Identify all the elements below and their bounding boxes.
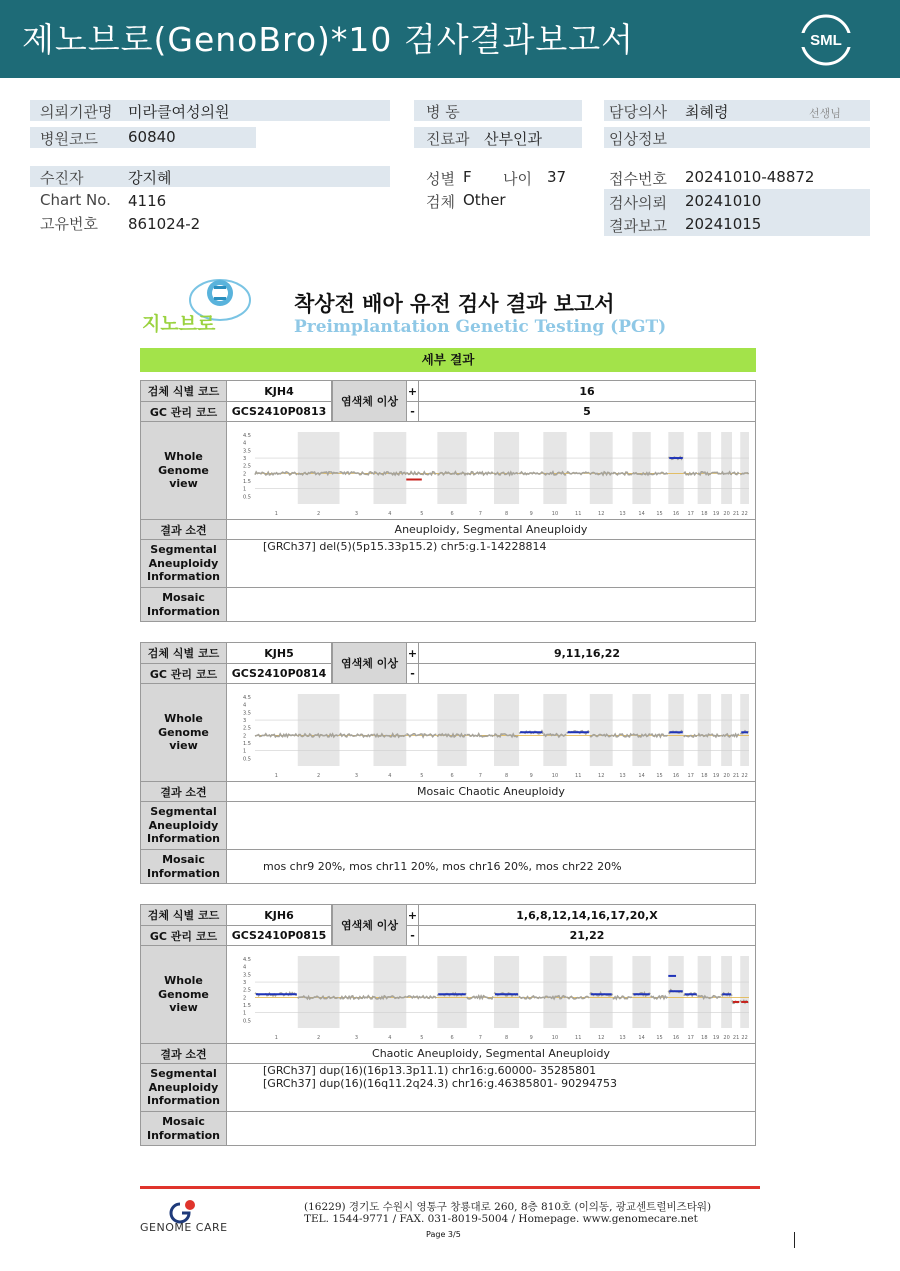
chromosome-band xyxy=(298,956,340,1028)
chromosome-label: 10 xyxy=(551,773,559,779)
segmental-label-line: Aneuploidy xyxy=(148,556,219,570)
chromosome-band xyxy=(721,956,732,1028)
mosaic-label-line: Information xyxy=(147,866,220,880)
table-row xyxy=(141,781,755,801)
loss-chromosomes: 21,22 xyxy=(569,929,605,942)
section-header: 세부 결과 xyxy=(140,348,756,372)
chromosome-label: 5 xyxy=(420,511,424,517)
chromosome-band xyxy=(543,694,566,766)
chromosome-label: 16 xyxy=(672,511,680,517)
chromosome-band xyxy=(740,956,749,1028)
whole-genome-label-line: Genome xyxy=(158,987,209,1001)
genobro-logo-text: 지노브로 xyxy=(142,313,216,335)
table-row xyxy=(141,539,755,587)
table-row xyxy=(141,849,755,883)
y-tick-label: 1 xyxy=(243,1010,247,1017)
chromosome-band xyxy=(494,956,519,1028)
chromosome-label: 22 xyxy=(741,773,748,779)
chromosome-label: 17 xyxy=(687,511,694,517)
request-value: 20241010 xyxy=(685,192,762,210)
copy-number-trace xyxy=(255,472,297,475)
chromosome-label: 6 xyxy=(450,511,454,517)
sex-label: 성별 xyxy=(426,170,455,188)
segmental-label xyxy=(141,540,227,587)
sex-value: F xyxy=(463,168,472,186)
table-row xyxy=(141,925,755,945)
y-tick-label: 1.5 xyxy=(243,741,251,748)
chart-value: 4116 xyxy=(128,192,167,210)
copy-number-trace xyxy=(651,734,668,737)
genobro-logo-icon xyxy=(140,276,252,338)
mosaic-label xyxy=(141,1112,227,1145)
y-tick-label: 0.5 xyxy=(243,494,251,501)
y-tick-label: 4.5 xyxy=(243,695,251,702)
chromosome-label: 3 xyxy=(354,773,359,779)
report-title: 착상전 배아 유전 검사 결과 보고서 xyxy=(294,292,615,316)
copy-number-trace xyxy=(711,996,721,998)
header-bar xyxy=(0,0,900,78)
y-tick-label: 4 xyxy=(243,702,247,709)
table-row xyxy=(141,381,755,401)
chromosome-label: 1 xyxy=(274,773,278,779)
band xyxy=(30,166,390,187)
mosaic-value xyxy=(227,1112,755,1145)
chromosome-label: 13 xyxy=(619,511,626,517)
y-tick-label: 3 xyxy=(243,456,247,463)
chromosome-label: 4 xyxy=(388,511,392,517)
chromosome-band xyxy=(740,694,749,766)
y-tick-label: 4.5 xyxy=(243,957,251,964)
y-tick-label: 4 xyxy=(243,440,247,447)
plus-sign: + xyxy=(407,905,419,925)
chromosome-label: 14 xyxy=(638,511,645,517)
whole-genome-label-line: Genome xyxy=(158,725,209,739)
gc-code-label: GC 관리 코드 xyxy=(141,402,227,421)
chromosome-label: 16 xyxy=(672,773,680,779)
chromosome-band xyxy=(721,432,732,504)
chromosome-band xyxy=(698,694,711,766)
y-tick-label: 3 xyxy=(243,980,247,987)
sample-table xyxy=(140,904,756,1146)
chromosome-band xyxy=(590,432,613,504)
chromosome-label: 15 xyxy=(656,511,663,517)
chromosome-band xyxy=(494,432,519,504)
sample-id-value: KJH4 xyxy=(227,381,332,401)
chromosome-band xyxy=(632,694,650,766)
chromosome-band xyxy=(543,432,566,504)
segmental-label-line: Segmental xyxy=(150,543,217,557)
report-value: 20241015 xyxy=(685,215,762,233)
institution-value: 미라클여성의원 xyxy=(128,103,230,121)
genome-plot xyxy=(241,948,753,1042)
y-tick-label: 1.5 xyxy=(243,1003,251,1010)
chromosome-label: 17 xyxy=(687,773,694,779)
segmental-label-line: Segmental xyxy=(150,1067,217,1081)
whole-genome-label-line: Whole xyxy=(164,450,203,464)
y-tick-label: 0.5 xyxy=(243,756,251,763)
y-tick-label: 4.5 xyxy=(243,433,251,440)
mosaic-label-line: Mosaic xyxy=(162,591,205,604)
chromosome-label: 9 xyxy=(529,773,533,779)
chromosome-band xyxy=(437,956,466,1028)
result-value: Chaotic Aneuploidy, Segmental Aneuploidy xyxy=(372,1047,610,1060)
chromosome-label: 19 xyxy=(712,1035,720,1041)
y-tick-label: 2 xyxy=(243,733,247,740)
gc-code-label: GC 관리 코드 xyxy=(141,664,227,683)
hospital-code-label: 병원코드 xyxy=(40,130,98,148)
doctor-value: 최혜령 xyxy=(685,103,729,121)
footer-address: (16229) 경기도 수원시 영통구 창룡대로 260, 8층 810호 (이의동, 광교센트럴비즈타워) xyxy=(304,1201,712,1213)
table-row xyxy=(141,1043,755,1063)
minus-sign: - xyxy=(407,926,419,945)
chromosome-label: 9 xyxy=(529,1035,533,1041)
chromosome-label: 22 xyxy=(741,511,748,517)
age-label: 나이 xyxy=(503,170,532,188)
chromosome-label: 7 xyxy=(478,1035,482,1041)
chromosome-label: 10 xyxy=(551,1035,559,1041)
copy-number-trace xyxy=(711,734,721,737)
chromosome-band xyxy=(437,432,466,504)
request-label: 검사의뢰 xyxy=(609,194,667,212)
chromosome-label: 21 xyxy=(732,511,740,517)
copy-number-trace xyxy=(340,734,374,737)
y-tick-label: 2 xyxy=(243,995,247,1002)
chromosome-label: 22 xyxy=(741,1035,748,1041)
segmental-label-line: Information xyxy=(147,832,220,846)
sample-table xyxy=(140,380,756,622)
segmental-value xyxy=(227,1064,755,1111)
chromosome-label: 21 xyxy=(732,1035,740,1041)
chrom-abnormality-label: 염색체 이상 xyxy=(332,643,407,683)
chromosome-label: 14 xyxy=(638,1035,645,1041)
chromosome-band xyxy=(590,956,613,1028)
y-tick-label: 1 xyxy=(243,748,247,755)
segmental-line: [GRCh37] del(5)(5p15.33p15.2) chr5:g.1-14228814 xyxy=(263,540,547,553)
chromosome-label: 1 xyxy=(274,511,278,517)
chromosome-band xyxy=(494,694,519,766)
chromosome-label: 8 xyxy=(504,1035,509,1041)
segmental-label-line: Information xyxy=(147,570,220,584)
chromosome-label: 3 xyxy=(354,511,359,517)
page-title: 제노브로(GenoBro)*10 검사결과보고서 xyxy=(22,20,635,59)
chromosome-label: 5 xyxy=(420,1035,424,1041)
copy-number-trace xyxy=(467,472,493,475)
chromosome-band xyxy=(698,432,711,504)
chromosome-label: 11 xyxy=(575,773,582,779)
chromosome-label: 1 xyxy=(274,1035,278,1041)
chromosome-label: 14 xyxy=(638,773,645,779)
chromosome-band xyxy=(740,432,749,504)
plus-sign: + xyxy=(407,643,419,663)
loss-chromosomes: 5 xyxy=(583,405,591,418)
copy-number-trace xyxy=(567,996,590,999)
table-row xyxy=(141,801,755,849)
result-value: Aneuploidy, Segmental Aneuploidy xyxy=(394,523,588,536)
chromosome-band xyxy=(632,956,650,1028)
y-tick-label: 2 xyxy=(243,471,247,478)
y-tick-label: 2.5 xyxy=(243,987,251,994)
segmental-label xyxy=(141,802,227,849)
chromosome-label: 19 xyxy=(712,773,720,779)
chromosome-label: 2 xyxy=(317,511,321,517)
chromosome-label: 4 xyxy=(388,1035,392,1041)
y-tick-label: 1.5 xyxy=(243,479,251,486)
result-label: 결과 소견 xyxy=(141,1044,227,1063)
chromosome-label: 8 xyxy=(504,511,509,517)
copy-number-trace xyxy=(651,996,668,999)
chrom-abnormality-label: 염색체 이상 xyxy=(332,381,407,421)
y-tick-label: 3.5 xyxy=(243,448,251,455)
whole-genome-label-line: Genome xyxy=(158,463,209,477)
copy-number-trace xyxy=(340,996,374,999)
table-row xyxy=(141,587,755,621)
uid-label: 고유번호 xyxy=(40,215,98,233)
table-row xyxy=(141,945,755,1043)
chromosome-label: 6 xyxy=(450,1035,454,1041)
segmental-value xyxy=(227,540,755,587)
chromosome-label: 12 xyxy=(598,1035,605,1041)
whole-genome-label-line: view xyxy=(169,1001,198,1015)
y-tick-label: 0.5 xyxy=(243,1018,251,1025)
chromosome-label: 20 xyxy=(723,511,730,517)
dept-label: 진료과 xyxy=(426,130,470,148)
chromosome-band xyxy=(373,694,406,766)
table-row xyxy=(141,519,755,539)
y-tick-label: 2.5 xyxy=(243,725,251,732)
chromosome-label: 6 xyxy=(450,773,454,779)
segmental-value xyxy=(227,802,755,849)
table-row xyxy=(141,401,755,421)
chrom-abnormality-label: 염색체 이상 xyxy=(332,905,407,945)
copy-number-trace xyxy=(406,996,436,998)
minus-sign: - xyxy=(407,402,419,421)
chromosome-label: 18 xyxy=(701,1035,708,1041)
chromosome-label: 18 xyxy=(701,773,708,779)
chromosome-label: 8 xyxy=(504,773,509,779)
whole-genome-label xyxy=(141,946,227,1043)
table-row xyxy=(141,1111,755,1145)
chromosome-label: 7 xyxy=(478,773,482,779)
chromosome-band xyxy=(373,956,406,1028)
whole-genome-label xyxy=(141,422,227,519)
chromosome-label: 17 xyxy=(687,1035,694,1041)
chromosome-label: 3 xyxy=(354,1035,359,1041)
whole-genome-label-line: Whole xyxy=(164,712,203,726)
chromosome-band xyxy=(437,694,466,766)
chromosome-band xyxy=(298,432,340,504)
chromosome-label: 2 xyxy=(317,1035,321,1041)
chromosome-band xyxy=(373,432,406,504)
chromosome-band xyxy=(632,432,650,504)
minus-sign: - xyxy=(407,664,419,683)
chromosome-label: 20 xyxy=(723,1035,730,1041)
mosaic-label-line: Information xyxy=(147,1128,220,1142)
mosaic-value: mos chr9 20%, mos chr11 20%, mos chr16 20%, mos chr22 20% xyxy=(263,860,622,873)
y-tick-label: 3.5 xyxy=(243,972,251,979)
y-tick-label: 1 xyxy=(243,486,247,493)
sample-id-value: KJH5 xyxy=(227,643,332,663)
result-label: 결과 소견 xyxy=(141,782,227,801)
segmental-line: [GRCh37] dup(16)(16q11.2q24.3) chr16:g.46385801- 90294753 xyxy=(263,1077,618,1090)
report-label: 결과보고 xyxy=(609,217,667,235)
copy-number-trace xyxy=(684,472,697,475)
mosaic-label-line: Mosaic xyxy=(162,1115,205,1128)
segmental-label-line: Aneuploidy xyxy=(148,818,219,832)
table-row xyxy=(141,683,755,781)
mosaic-label-line: Mosaic xyxy=(162,853,205,866)
clinical-label: 임상정보 xyxy=(609,130,667,148)
table-row xyxy=(141,663,755,683)
copy-number-trace xyxy=(519,996,543,999)
gain-chromosomes: 9,11,16,22 xyxy=(553,646,621,660)
table-row xyxy=(141,643,755,663)
segmental-label xyxy=(141,1064,227,1111)
whole-genome-label-line: view xyxy=(169,477,198,491)
y-tick-label: 3.5 xyxy=(243,710,251,717)
gain-chromosomes: 16 xyxy=(579,384,595,398)
loss-chromosomes xyxy=(419,664,755,683)
chart-label: Chart No. xyxy=(40,191,111,209)
uid-value: 861024-2 xyxy=(128,215,201,233)
segmental-label-line: Segmental xyxy=(150,805,217,819)
plus-sign: + xyxy=(407,381,419,401)
chromosome-label: 15 xyxy=(656,773,663,779)
gc-code-value: GCS2410P0814 xyxy=(227,664,332,683)
sml-logo-icon xyxy=(800,14,852,66)
whole-genome-label xyxy=(141,684,227,781)
specimen-label: 검체 xyxy=(426,193,455,211)
result-label: 결과 소견 xyxy=(141,520,227,539)
copy-number-trace xyxy=(732,472,739,474)
sml-logo-text: SML xyxy=(810,32,842,49)
copy-number-trace xyxy=(519,472,543,475)
footer-divider xyxy=(140,1186,760,1189)
mosaic-value xyxy=(227,588,755,621)
copy-number-trace xyxy=(467,734,493,737)
footer-contact: TEL. 1544-9771 / FAX. 031-8019-5004 / Homepage. www.genomecare.net xyxy=(304,1213,698,1225)
chromosome-label: 15 xyxy=(656,1035,663,1041)
chromosome-label: 20 xyxy=(723,773,730,779)
whole-genome-label-line: Whole xyxy=(164,974,203,988)
chromosome-band xyxy=(298,694,340,766)
genome-plot xyxy=(241,686,753,780)
chromosome-label: 10 xyxy=(551,511,559,517)
chromosome-label: 13 xyxy=(619,1035,626,1041)
chromosome-label: 21 xyxy=(732,773,740,779)
sample-id-value: KJH6 xyxy=(227,905,332,925)
gc-code-value: GCS2410P0815 xyxy=(227,926,332,945)
chromosome-label: 16 xyxy=(672,1035,680,1041)
chromosome-band xyxy=(668,432,683,504)
chromosome-label: 18 xyxy=(701,511,708,517)
doctor-label: 담당의사 xyxy=(609,103,667,121)
patient-value: 강지혜 xyxy=(128,169,172,187)
patient-label: 수진자 xyxy=(40,169,84,187)
text-cursor xyxy=(794,1232,795,1248)
chromosome-band xyxy=(590,694,613,766)
y-tick-label: 3 xyxy=(243,718,247,725)
mosaic-label xyxy=(141,850,227,883)
gain-chromosomes: 1,6,8,12,14,16,17,20,X xyxy=(516,908,658,922)
age-value: 37 xyxy=(547,168,567,186)
chromosome-label: 11 xyxy=(575,1035,582,1041)
dept-value: 산부인과 xyxy=(484,130,542,148)
gc-code-label: GC 관리 코드 xyxy=(141,926,227,945)
chromosome-label: 9 xyxy=(529,511,533,517)
chromosome-label: 5 xyxy=(420,773,424,779)
segmental-line: [GRCh37] dup(16)(16p13.3p11.1) chr16:g.60000- 35285801 xyxy=(263,1064,597,1077)
table-row xyxy=(141,421,755,519)
chromosome-band xyxy=(698,956,711,1028)
sample-id-label: 검체 식별 코드 xyxy=(141,643,227,663)
report-subtitle: Preimplantation Genetic Testing (PGT) xyxy=(294,317,667,337)
reception-value: 20241010-48872 xyxy=(685,168,815,186)
result-value: Mosaic Chaotic Aneuploidy xyxy=(417,785,565,798)
chromosome-label: 7 xyxy=(478,511,482,517)
copy-number-trace xyxy=(684,735,697,737)
chromosome-label: 2 xyxy=(317,773,321,779)
copy-number-trace xyxy=(732,734,739,737)
sample-id-label: 검체 식별 코드 xyxy=(141,381,227,401)
gc-code-value: GCS2410P0813 xyxy=(227,402,332,421)
y-tick-label: 4 xyxy=(243,964,247,971)
chromosome-band xyxy=(721,694,732,766)
segmental-label-line: Aneuploidy xyxy=(148,1080,219,1094)
mosaic-label-line: Information xyxy=(147,604,220,618)
sample-table xyxy=(140,642,756,884)
chromosome-label: 19 xyxy=(712,511,720,517)
segmental-label-line: Information xyxy=(147,1094,220,1108)
page-number: Page 3/5 xyxy=(426,1230,461,1239)
genome-care-logo-text: GENOME CARE xyxy=(140,1221,228,1234)
reception-label: 접수번호 xyxy=(609,170,667,188)
institution-label: 의뢰기관명 xyxy=(40,103,113,121)
genome-plot xyxy=(241,424,753,518)
y-tick-label: 2.5 xyxy=(243,463,251,470)
chromosome-label: 11 xyxy=(575,511,582,517)
chromosome-label: 12 xyxy=(598,773,605,779)
ward-label: 병 동 xyxy=(426,103,460,121)
whole-genome-label-line: view xyxy=(169,739,198,753)
sample-id-label: 검체 식별 코드 xyxy=(141,905,227,925)
chromosome-label: 4 xyxy=(388,773,392,779)
copy-number-trace xyxy=(567,472,590,475)
chromosome-label: 12 xyxy=(598,511,605,517)
table-row xyxy=(141,905,755,925)
hospital-code-value: 60840 xyxy=(128,128,176,146)
table-row xyxy=(141,1063,755,1111)
chromosome-band xyxy=(543,956,566,1028)
chromosome-label: 13 xyxy=(619,773,626,779)
specimen-value: Other xyxy=(463,191,506,209)
mosaic-label xyxy=(141,588,227,621)
doctor-suffix: 선생님 xyxy=(809,107,841,120)
